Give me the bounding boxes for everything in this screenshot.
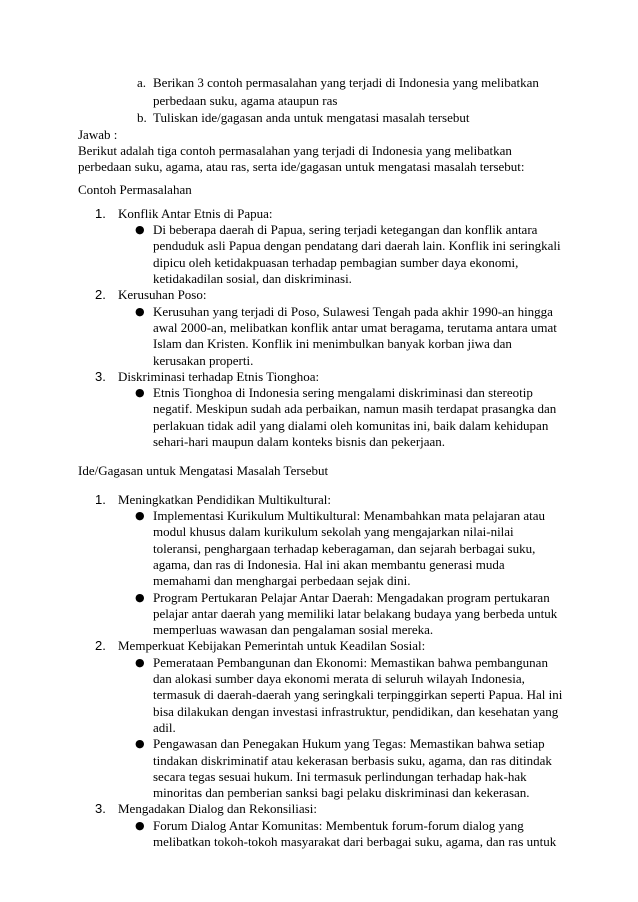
bullet-line: Program Pertukaran Pelajar Antar Daerah: Mengadakan program pertukaran — [153, 589, 550, 605]
bullet-line: Implementasi Kurikulum Multikultural: Menambahkan mata pelajaran atau — [153, 508, 546, 524]
list-item-title-row — [0, 369, 638, 385]
bullet-point — [0, 590, 638, 639]
bullet-icon: ● — [135, 737, 145, 751]
bullet-line: Pemerataan Pembangunan dan Ekonomi: Memastikan bahwa pembangunan — [153, 654, 548, 670]
list-item — [0, 369, 638, 450]
bullet-line: Etnis Tionghoa di Indonesia sering mengalami diskriminasi dan stereotip — [153, 385, 533, 401]
list-item-title-row — [0, 287, 638, 303]
list-item-title: Memperkuat Kebijakan Pemerintah untuk Keadilan Sosial: — [118, 638, 426, 654]
numbered-list — [0, 492, 638, 851]
bullet-icon: ● — [135, 386, 145, 400]
list-item-title-row — [0, 638, 638, 654]
section-heading: Contoh Permasalahan — [78, 181, 192, 197]
bullet-line: agama, dan ras di Indonesia. Hal ini akan membantu generasi muda — [153, 557, 505, 572]
bullet-line: Forum Dialog Antar Komunitas: Membentuk forum-forum dialog yang — [153, 817, 524, 833]
instruction-list — [0, 74, 638, 127]
section-ideas — [0, 463, 638, 851]
bullet-point — [0, 508, 638, 589]
bullet-point — [0, 222, 638, 287]
bullet-line: kerusakan properti. — [153, 352, 254, 368]
instruction-item — [0, 74, 638, 109]
bullet-line: dan alokasi sumber daya ekonomi merata di seluruh wilayah Indonesia, — [153, 671, 525, 687]
bullet-icon: ● — [135, 304, 145, 318]
bullet-icon: ● — [135, 509, 145, 523]
bullet-point — [0, 304, 638, 369]
instruction-line: perbedaan suku, agama ataupun ras — [153, 92, 338, 108]
section-heading: Ide/Gagasan untuk Mengatasi Masalah Tersebut — [78, 462, 329, 478]
bullet-line: memperluas wawasan dan pengalaman sosial mereka. — [153, 622, 434, 638]
bullet-line: adil. — [153, 719, 176, 735]
bullet-point — [0, 385, 638, 450]
bullet-point — [0, 655, 638, 736]
bullet-icon: ● — [135, 818, 145, 832]
list-item — [0, 638, 638, 801]
bullet-icon: ● — [135, 223, 145, 237]
list-item-title-row — [0, 492, 638, 508]
bullet-line: Islam dan Kristen. Konflik ini menimbulkan banyak korban jiwa dan — [153, 336, 512, 352]
intro-line: perbedaan suku, agama, atau ras, serta ide/gagasan untuk mengatasi masalah tersebut: — [78, 159, 525, 175]
document-content — [0, 74, 638, 850]
bullet-icon: ● — [135, 590, 145, 604]
list-number: 1. — [95, 205, 106, 221]
bullet-line: negatif. Meskipun sudah ada perbaikan, namun masih terdapat prasangka dan — [153, 401, 557, 417]
bullet-line: awal 2000-an, melibatkan konflik antar umat beragama, terutama antara umat — [153, 319, 557, 335]
bullet-line: penduduk asli Papua dengan pendatang dari daerah lain. Konflik ini seringkali — [153, 238, 561, 254]
bullet-line: sehari-hari maupun dalam konteks bisnis dan pekerjaan. — [153, 434, 446, 450]
list-item-title: Konflik Antar Etnis di Papua: — [118, 205, 273, 221]
bullet-line: bisa dilakukan dengan investasi infrastruktur, pendidikan, dan kesehatan yang — [153, 703, 559, 719]
instruction-marker: b. — [137, 110, 147, 125]
list-item — [0, 287, 638, 368]
intro-line: Berikut adalah tiga contoh permasalahan yang terjadi di Indonesia yang melibatkan — [78, 142, 512, 158]
bullet-line: perlakuan tidak adil yang dialami oleh komunitas ini, baik dalam kehidupan — [153, 417, 549, 433]
bullet-line: toleransi, penghargaan terhadap keberagaman, dan sejarah berbagai suku, — [153, 540, 536, 556]
bullet-line: pelajar antar daerah yang memiliki latar belakang budaya yang berbeda untuk — [153, 605, 558, 621]
list-number: 2. — [95, 638, 106, 654]
list-item-title: Mengadakan Dialog dan Rekonsiliasi: — [118, 801, 317, 817]
bullet-line: termasuk di daerah-daerah yang seringkali terpinggirkan seperti Papua. Hal ini — [153, 687, 563, 703]
answer-label: Jawab : — [78, 126, 118, 142]
instruction-item — [0, 109, 638, 127]
list-number: 2. — [95, 287, 106, 303]
bullet-line: ketidakadilan sosial, dan diskriminasi. — [153, 271, 352, 287]
instruction-line: Berikan 3 contoh permasalahan yang terjadi di Indonesia yang melibatkan — [153, 75, 539, 90]
list-number: 3. — [95, 368, 106, 384]
list-item-title: Diskriminasi terhadap Etnis Tionghoa: — [118, 368, 320, 384]
section-problems — [0, 182, 638, 450]
bullet-point — [0, 736, 638, 801]
list-item-title-row — [0, 801, 638, 817]
bullet-line: minoritas dan pemberian sanksi bagi pelaku diskriminasi dan kekerasan. — [153, 785, 530, 801]
bullet-line: Kerusuhan yang terjadi di Poso, Sulawesi Tengah pada akhir 1990-an hingga — [153, 303, 553, 319]
bullet-line: memahami dan menghargai perbedaan sejak dini. — [153, 573, 411, 589]
list-item-title: Kerusuhan Poso: — [118, 287, 207, 303]
bullet-point — [0, 818, 638, 851]
list-item-title: Meningkatkan Pendidikan Multikultural: — [118, 491, 332, 507]
numbered-list — [0, 206, 638, 450]
bullet-line: modul khusus dalam kurikulum sekolah yang mengajarkan nilai-nilai — [153, 524, 514, 540]
bullet-line: Di beberapa daerah di Papua, sering terjadi ketegangan dan konflik antara — [153, 222, 538, 238]
bullet-icon: ● — [135, 655, 145, 669]
instruction-line: Tuliskan ide/gagasan anda untuk mengatasi masalah tersebut — [153, 110, 470, 125]
bullet-line: tindakan diskriminatif atau kekerasan berbasis suku, agama, dan ras ditindak — [153, 752, 552, 768]
list-number: 1. — [95, 491, 106, 507]
list-item — [0, 206, 638, 287]
bullet-line: dipicu oleh ketidakpuasan terhadap pembagian sumber daya ekonomi, — [153, 254, 519, 270]
bullet-line: melibatkan tokoh-tokoh masyarakat dari berbagai suku, agama, dan ras untuk — [153, 834, 557, 850]
bullet-line: Pengawasan dan Penegakan Hukum yang Tegas: Memastikan bahwa setiap — [153, 736, 545, 752]
list-item-title-row — [0, 206, 638, 222]
list-number: 3. — [95, 801, 106, 817]
list-item — [0, 801, 638, 850]
bullet-line: secara tegas sesuai hukum. Ini termasuk perlindungan terhadap hak-hak — [153, 768, 527, 784]
instruction-marker: a. — [137, 75, 147, 90]
list-item — [0, 492, 638, 639]
answer-block — [0, 127, 638, 176]
